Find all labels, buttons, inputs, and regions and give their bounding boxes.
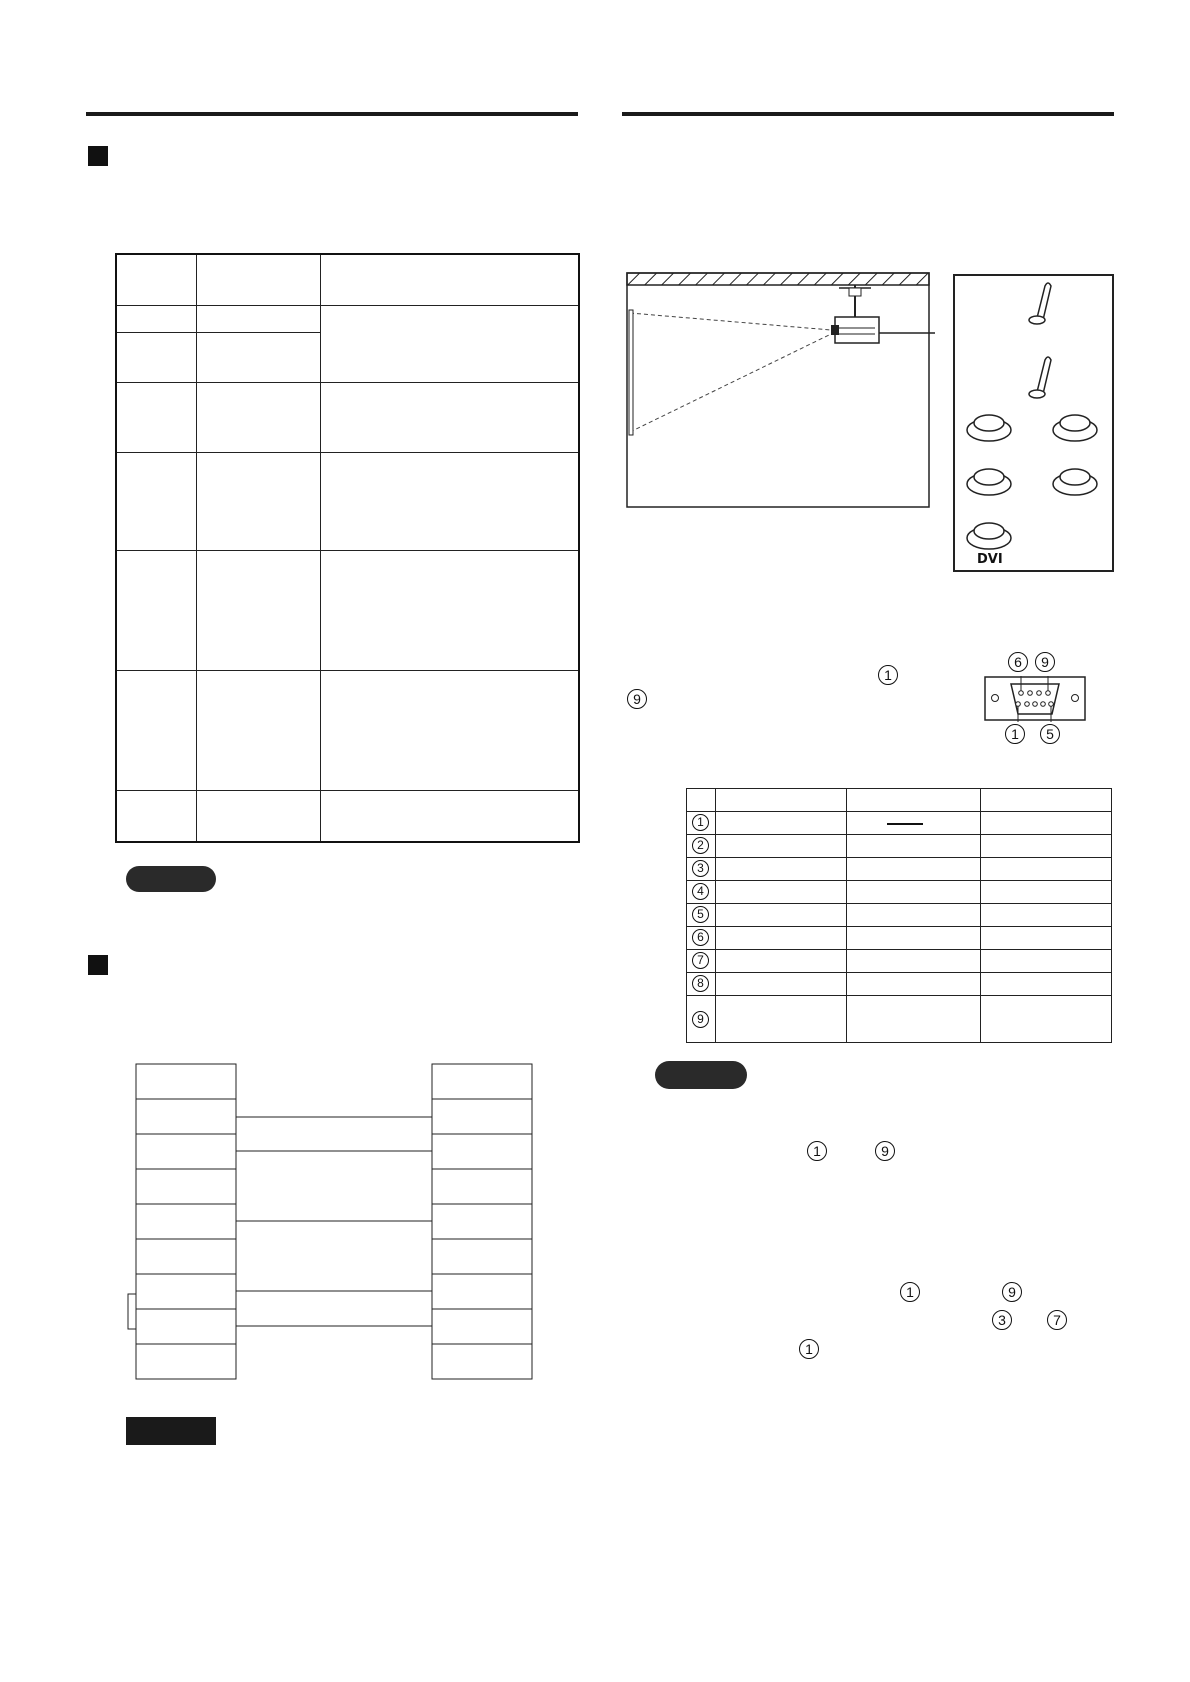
left-section-rule: [86, 112, 578, 116]
pin-row-4: 4: [692, 883, 709, 900]
connector-label-6: 6: [1008, 652, 1028, 672]
pin-range-end: 9: [627, 689, 647, 709]
wiring-diagram: [120, 1060, 540, 1380]
pin-row-1: 1: [692, 814, 709, 831]
pin-row-8: 8: [692, 975, 709, 992]
note-line2-pin-b: 9: [1002, 1282, 1022, 1302]
right-section-rule: [622, 112, 1114, 116]
pin-range-start: 1: [878, 665, 898, 685]
pin-table: [686, 788, 1112, 1043]
connector-label-1: 1: [1005, 724, 1025, 744]
pin-row-9: 9: [692, 1011, 709, 1028]
connector-label-9: 9: [1035, 652, 1055, 672]
note-badge-2: [126, 1417, 216, 1445]
note-badge-3: [655, 1061, 747, 1089]
pin-row-6: 6: [692, 929, 709, 946]
note-line4-pin-a: 1: [799, 1339, 819, 1359]
note-badge-1: [126, 866, 216, 892]
control-panel-knobs: [953, 274, 1114, 572]
pin-row-5: 5: [692, 906, 709, 923]
section-bullet-2: [88, 955, 108, 975]
ceiling-projector-illustration: [625, 270, 935, 510]
pin-row-7: 7: [692, 952, 709, 969]
pin-row-2: 2: [692, 837, 709, 854]
note-line3-pin-b: 7: [1047, 1310, 1067, 1330]
note-line1-pin-a: 1: [807, 1141, 827, 1161]
note-line2-pin-a: 1: [900, 1282, 920, 1302]
note-line1-pin-b: 9: [875, 1141, 895, 1161]
spec-table: [115, 253, 580, 843]
note-line3-pin-a: 3: [992, 1310, 1012, 1330]
dvi-label: DVI: [977, 552, 1003, 567]
connector-label-5: 5: [1040, 724, 1060, 744]
pin-row-3: 3: [692, 860, 709, 877]
dsub-connector: [984, 676, 1086, 722]
section-bullet-1: [88, 146, 108, 166]
